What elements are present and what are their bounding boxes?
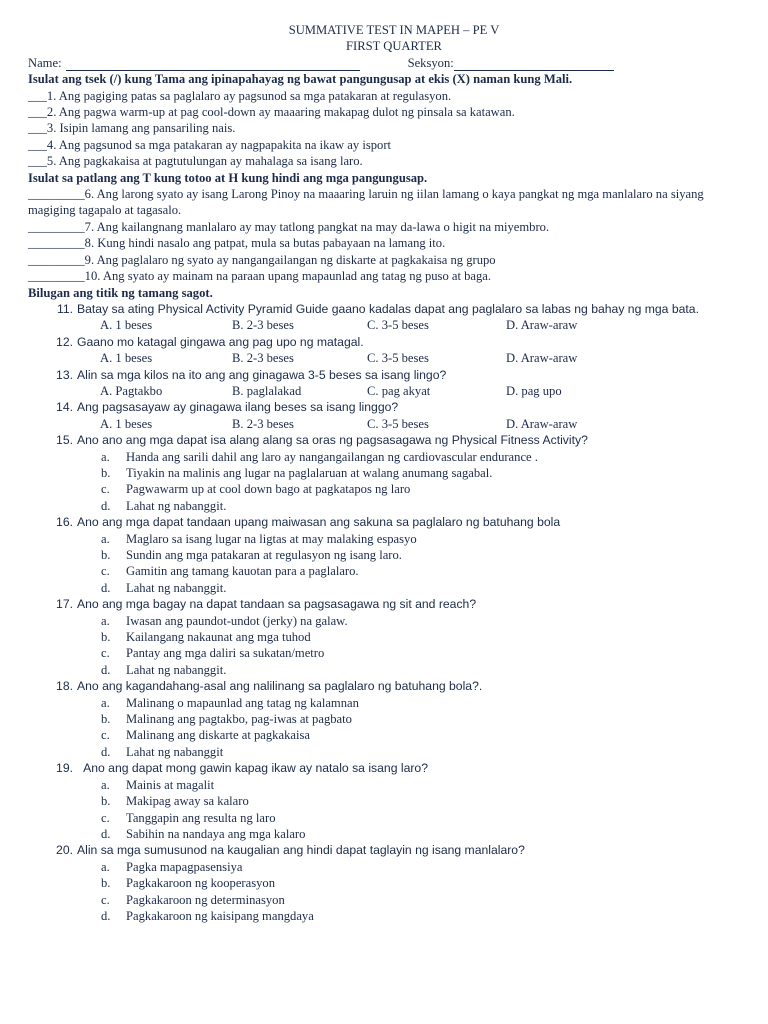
- question-row: [28, 842, 742, 858]
- option-text: Gamitin ang tamang kauotan para a paglalaro.: [126, 564, 359, 579]
- question-stem: Ano ang mga bagay na dapat tandaan sa pagsasagawa ng sit and reach?: [77, 597, 477, 612]
- name-field[interactable]: [66, 59, 360, 71]
- option-text: Pagkakaroon ng kooperasyon: [126, 876, 275, 891]
- part2-list: [28, 186, 742, 284]
- option-letter: b.: [101, 548, 111, 562]
- question-number: 14.: [56, 400, 73, 415]
- option-text: Handa ang sarili dahil ang laro ay nangangailangan ng cardiovascular endurance .: [126, 449, 538, 464]
- answer-option[interactable]: B. paglalakad: [232, 383, 302, 398]
- true-false-item: ___2. Ang pagwa warm-up at pag cool-down ay maaaring makapag dulot ng pinsala sa katawan.: [28, 105, 515, 120]
- answer-option[interactable]: C. 3-5 beses: [367, 416, 429, 431]
- option-letter: b.: [101, 794, 111, 809]
- option-text: Malinang ang pagtakbo, pag-iwas at pagbato: [126, 712, 352, 727]
- question-row: [28, 301, 742, 317]
- answer-option[interactable]: [101, 793, 742, 809]
- option-letter: d.: [101, 744, 111, 759]
- true-false-item: ___4. Ang pagsunod sa mga patakaran ay nagpapakita na ikaw ay isport: [28, 137, 392, 152]
- answer-option[interactable]: [101, 531, 742, 547]
- multiple-choice-inline-group: [28, 301, 742, 432]
- option-text: Malinang o mapaunlad ang tatag ng kalamnan: [126, 695, 359, 710]
- answer-option[interactable]: B. 2-3 beses: [232, 351, 294, 366]
- question-number: 16.: [56, 515, 73, 530]
- question-number: 12.: [56, 334, 73, 349]
- answer-option[interactable]: [101, 481, 742, 497]
- fill-blank-item: _________8. Kung hindi nasalo ang patpat, mula sa butas pabayaan na lamang ito.: [28, 236, 446, 251]
- option-text: Tanggapin ang resulta ng laro: [126, 810, 276, 825]
- answer-option[interactable]: [101, 744, 742, 760]
- option-letter: a.: [101, 859, 110, 874]
- question-row: [28, 596, 742, 612]
- section-field[interactable]: [454, 59, 614, 71]
- answer-option[interactable]: [101, 613, 742, 629]
- option-text: Pantay ang mga daliri sa sukatan/metro: [126, 646, 325, 661]
- option-text: Tiyakin na malinis ang lugar na paglalaruan at walang anumang sagabal.: [126, 465, 493, 480]
- answer-option[interactable]: A. 1 beses: [100, 416, 153, 431]
- question-stem: Alin sa mga kilos na ito ang ang ginagawa 3-5 beses sa isang lingo?: [77, 367, 447, 382]
- option-letter: d.: [101, 908, 111, 923]
- answer-option[interactable]: [101, 695, 742, 711]
- answer-option[interactable]: [101, 908, 742, 924]
- answer-option[interactable]: [101, 547, 742, 563]
- answer-option[interactable]: [101, 662, 742, 678]
- option-letter: b.: [101, 876, 111, 891]
- question-stem: Ano ano ang mga dapat isa alang alang sa oras ng pagsasagawa ng Physical Fitness Activity?: [77, 433, 588, 448]
- option-text: Pagka mapagpasensiya: [126, 859, 243, 874]
- section-label: Seksyon:: [407, 55, 454, 70]
- answer-options: [28, 449, 742, 515]
- name-label: Name:: [28, 55, 62, 70]
- part1-list: [28, 88, 742, 170]
- fill-blank-item: _________6. Ang larong syato ay isang Larong Pinoy na maaaring laruin ng iilan lamang o kaya pangkat ng mga manlalaro na siyang magiging tagapalo at tagasalo.: [28, 187, 704, 218]
- answer-option[interactable]: C. pag akyat: [367, 383, 431, 398]
- question-row: [28, 367, 742, 383]
- answer-option[interactable]: [101, 875, 742, 891]
- question-row: [28, 514, 742, 530]
- true-false-item: ___3. Isipin lamang ang pansariling nais.: [28, 121, 236, 136]
- question-row: [28, 432, 742, 448]
- answer-options: [28, 859, 742, 925]
- answer-options: [28, 350, 742, 366]
- answer-options: [28, 613, 742, 679]
- answer-option[interactable]: A. 1 beses: [100, 351, 153, 366]
- option-letter: d.: [101, 826, 111, 841]
- name-section-row: [28, 55, 742, 71]
- answer-options: [28, 531, 742, 597]
- test-subtitle: FIRST QUARTER: [346, 39, 442, 54]
- question-stem: Alin sa mga sumusunod na kaugalian ang hindi dapat taglayin ng isang manlalaro?: [77, 843, 525, 858]
- option-letter: c.: [101, 646, 110, 661]
- option-letter: a.: [101, 777, 110, 792]
- option-text: Lahat ng nabanggit: [126, 744, 224, 759]
- fill-blank-item: _________7. Ang kailangnang manlalaro ay may tatlong pangkat na may da-lawa o higit na miyembro.: [28, 219, 550, 234]
- answer-option[interactable]: [101, 580, 742, 596]
- option-letter: c.: [101, 564, 110, 579]
- answer-options: [28, 317, 742, 333]
- question-stem: Ano ang mga dapat tandaan upang maiwasan ang sakuna sa paglalaro ng batuhang bola: [77, 515, 561, 530]
- option-letter: c.: [101, 892, 110, 907]
- option-letter: b.: [101, 465, 111, 480]
- question-number: 11.: [56, 301, 73, 316]
- option-text: Pagwawarm up at cool down bago at pagkatapos ng laro: [126, 482, 411, 497]
- option-letter: c.: [101, 728, 110, 743]
- question-number: 17.: [56, 597, 73, 612]
- answer-options: [28, 383, 742, 399]
- answer-option[interactable]: [101, 645, 742, 661]
- option-letter: c.: [101, 810, 110, 825]
- answer-option[interactable]: [101, 727, 742, 743]
- option-text: Sundin ang mga patakaran at regulasyon ng isang laro.: [126, 548, 402, 562]
- question-row: [28, 678, 742, 694]
- option-letter: d.: [101, 580, 111, 595]
- answer-option[interactable]: A. 1 beses: [100, 318, 153, 333]
- answer-option[interactable]: [101, 498, 742, 514]
- question-row: [28, 399, 742, 415]
- question-stem: Ang pagsasayaw ay ginagawa ilang beses sa isang linggo?: [77, 400, 399, 415]
- answer-option[interactable]: B. 2-3 beses: [232, 416, 294, 431]
- answer-option[interactable]: [101, 563, 742, 579]
- option-letter: b.: [101, 630, 111, 645]
- option-text: Makipag away sa kalaro: [126, 794, 249, 809]
- option-text: Sabihin na nandaya ang mga kalaro: [126, 826, 306, 841]
- answer-option[interactable]: [101, 859, 742, 875]
- question-stem: Ano ang kagandahang-asal ang nalilinang sa paglalaro ng batuhang bola?.: [77, 679, 483, 694]
- answer-option[interactable]: A. Pagtakbo: [100, 383, 163, 398]
- answer-option[interactable]: [101, 449, 742, 465]
- question-stem: Batay sa ating Physical Activity Pyramid Guide gaano kadalas dapat ang paglalaro sa labas ng bahay ng mga bata.: [77, 301, 699, 316]
- true-false-item: ___1. Ang pagiging patas sa paglalaro ay pagsunod sa mga patakaran at regulasyon.: [28, 88, 452, 103]
- answer-option[interactable]: D. Araw-araw: [506, 318, 578, 333]
- answer-options: [28, 416, 742, 432]
- part2-instruction: Isulat sa patlang ang T kung totoo at H kung hindi ang mga pangungusap.: [28, 170, 428, 185]
- option-text: Kailangang nakaunat ang mga tuhod: [126, 630, 311, 645]
- answer-option[interactable]: C. 3-5 beses: [367, 318, 429, 333]
- fill-blank-item: _________10. Ang syato ay mainam na paraan upang mapaunlad ang tatag ng puso at baga.: [28, 269, 492, 284]
- question-number: 13.: [56, 367, 73, 382]
- question-number: 20.: [56, 843, 73, 858]
- question-number: 19.: [56, 761, 73, 776]
- option-text: Malinang ang diskarte at pagkakaisa: [126, 728, 310, 743]
- option-letter: a.: [101, 695, 110, 710]
- option-letter: a.: [101, 531, 110, 546]
- answer-option[interactable]: [101, 892, 742, 908]
- question-row: [28, 760, 742, 776]
- option-text: Lahat ng nabanggit.: [126, 662, 227, 677]
- option-letter: a.: [101, 449, 110, 464]
- answer-option[interactable]: [101, 629, 742, 645]
- question-number: 15.: [56, 433, 73, 448]
- option-text: Pagkakaroon ng determinasyon: [126, 892, 285, 907]
- true-false-item: ___5. Ang pagkakaisa at pagtutulungan ay mahalaga sa isang laro.: [28, 154, 363, 169]
- option-text: Pagkakaroon ng kaisipang mangdaya: [126, 908, 314, 923]
- answer-option[interactable]: C. 3-5 beses: [367, 351, 429, 366]
- option-letter: a.: [101, 613, 110, 628]
- fill-blank-item: _________9. Ang paglalaro ng syato ay nangangailangan ng diskarte at pagkakaisa ng grupo: [28, 252, 496, 267]
- question-row: [28, 334, 742, 350]
- answer-option[interactable]: [101, 465, 742, 481]
- question-stem: Ano ang dapat mong gawin kapag ikaw ay natalo sa isang laro?: [77, 761, 428, 776]
- answer-option[interactable]: [101, 810, 742, 826]
- question-stem: Gaano mo katagal gingawa ang pag upo ng matagal.: [77, 334, 364, 349]
- answer-options: [28, 695, 742, 761]
- answer-option[interactable]: D. Araw-araw: [506, 416, 578, 431]
- option-letter: d.: [101, 662, 111, 677]
- test-title: SUMMATIVE TEST IN MAPEH – PE V: [288, 23, 500, 37]
- part1-instruction: Isulat ang tsek (/) kung Tama ang ipinapahayag ng bawat pangungusap at ekis (X) naman kung Mali.: [28, 72, 573, 87]
- answer-option[interactable]: [101, 777, 742, 793]
- option-text: Iwasan ang paundot-undot (jerky) na galaw.: [126, 613, 348, 628]
- option-letter: c.: [101, 482, 110, 497]
- answer-option[interactable]: [101, 711, 742, 727]
- multiple-choice-list-group: [28, 432, 742, 924]
- answer-option[interactable]: [101, 826, 742, 842]
- option-text: Mainis at magalit: [126, 777, 215, 792]
- question-number: 18.: [56, 679, 73, 694]
- option-text: Maglaro sa isang lugar na ligtas at may malaking espasyo: [126, 531, 417, 546]
- answer-options: [28, 777, 742, 843]
- answer-option[interactable]: D. pag upo: [506, 383, 562, 398]
- option-letter: b.: [101, 712, 111, 727]
- answer-option[interactable]: D. Araw-araw: [506, 351, 578, 366]
- answer-option[interactable]: B. 2-3 beses: [232, 318, 294, 333]
- option-letter: d.: [101, 498, 111, 513]
- part3-instruction: Bilugan ang titik ng tamang sagot.: [28, 285, 213, 300]
- option-text: Lahat ng nabanggit.: [126, 580, 227, 595]
- option-text: Lahat ng nabanggit.: [126, 498, 227, 513]
